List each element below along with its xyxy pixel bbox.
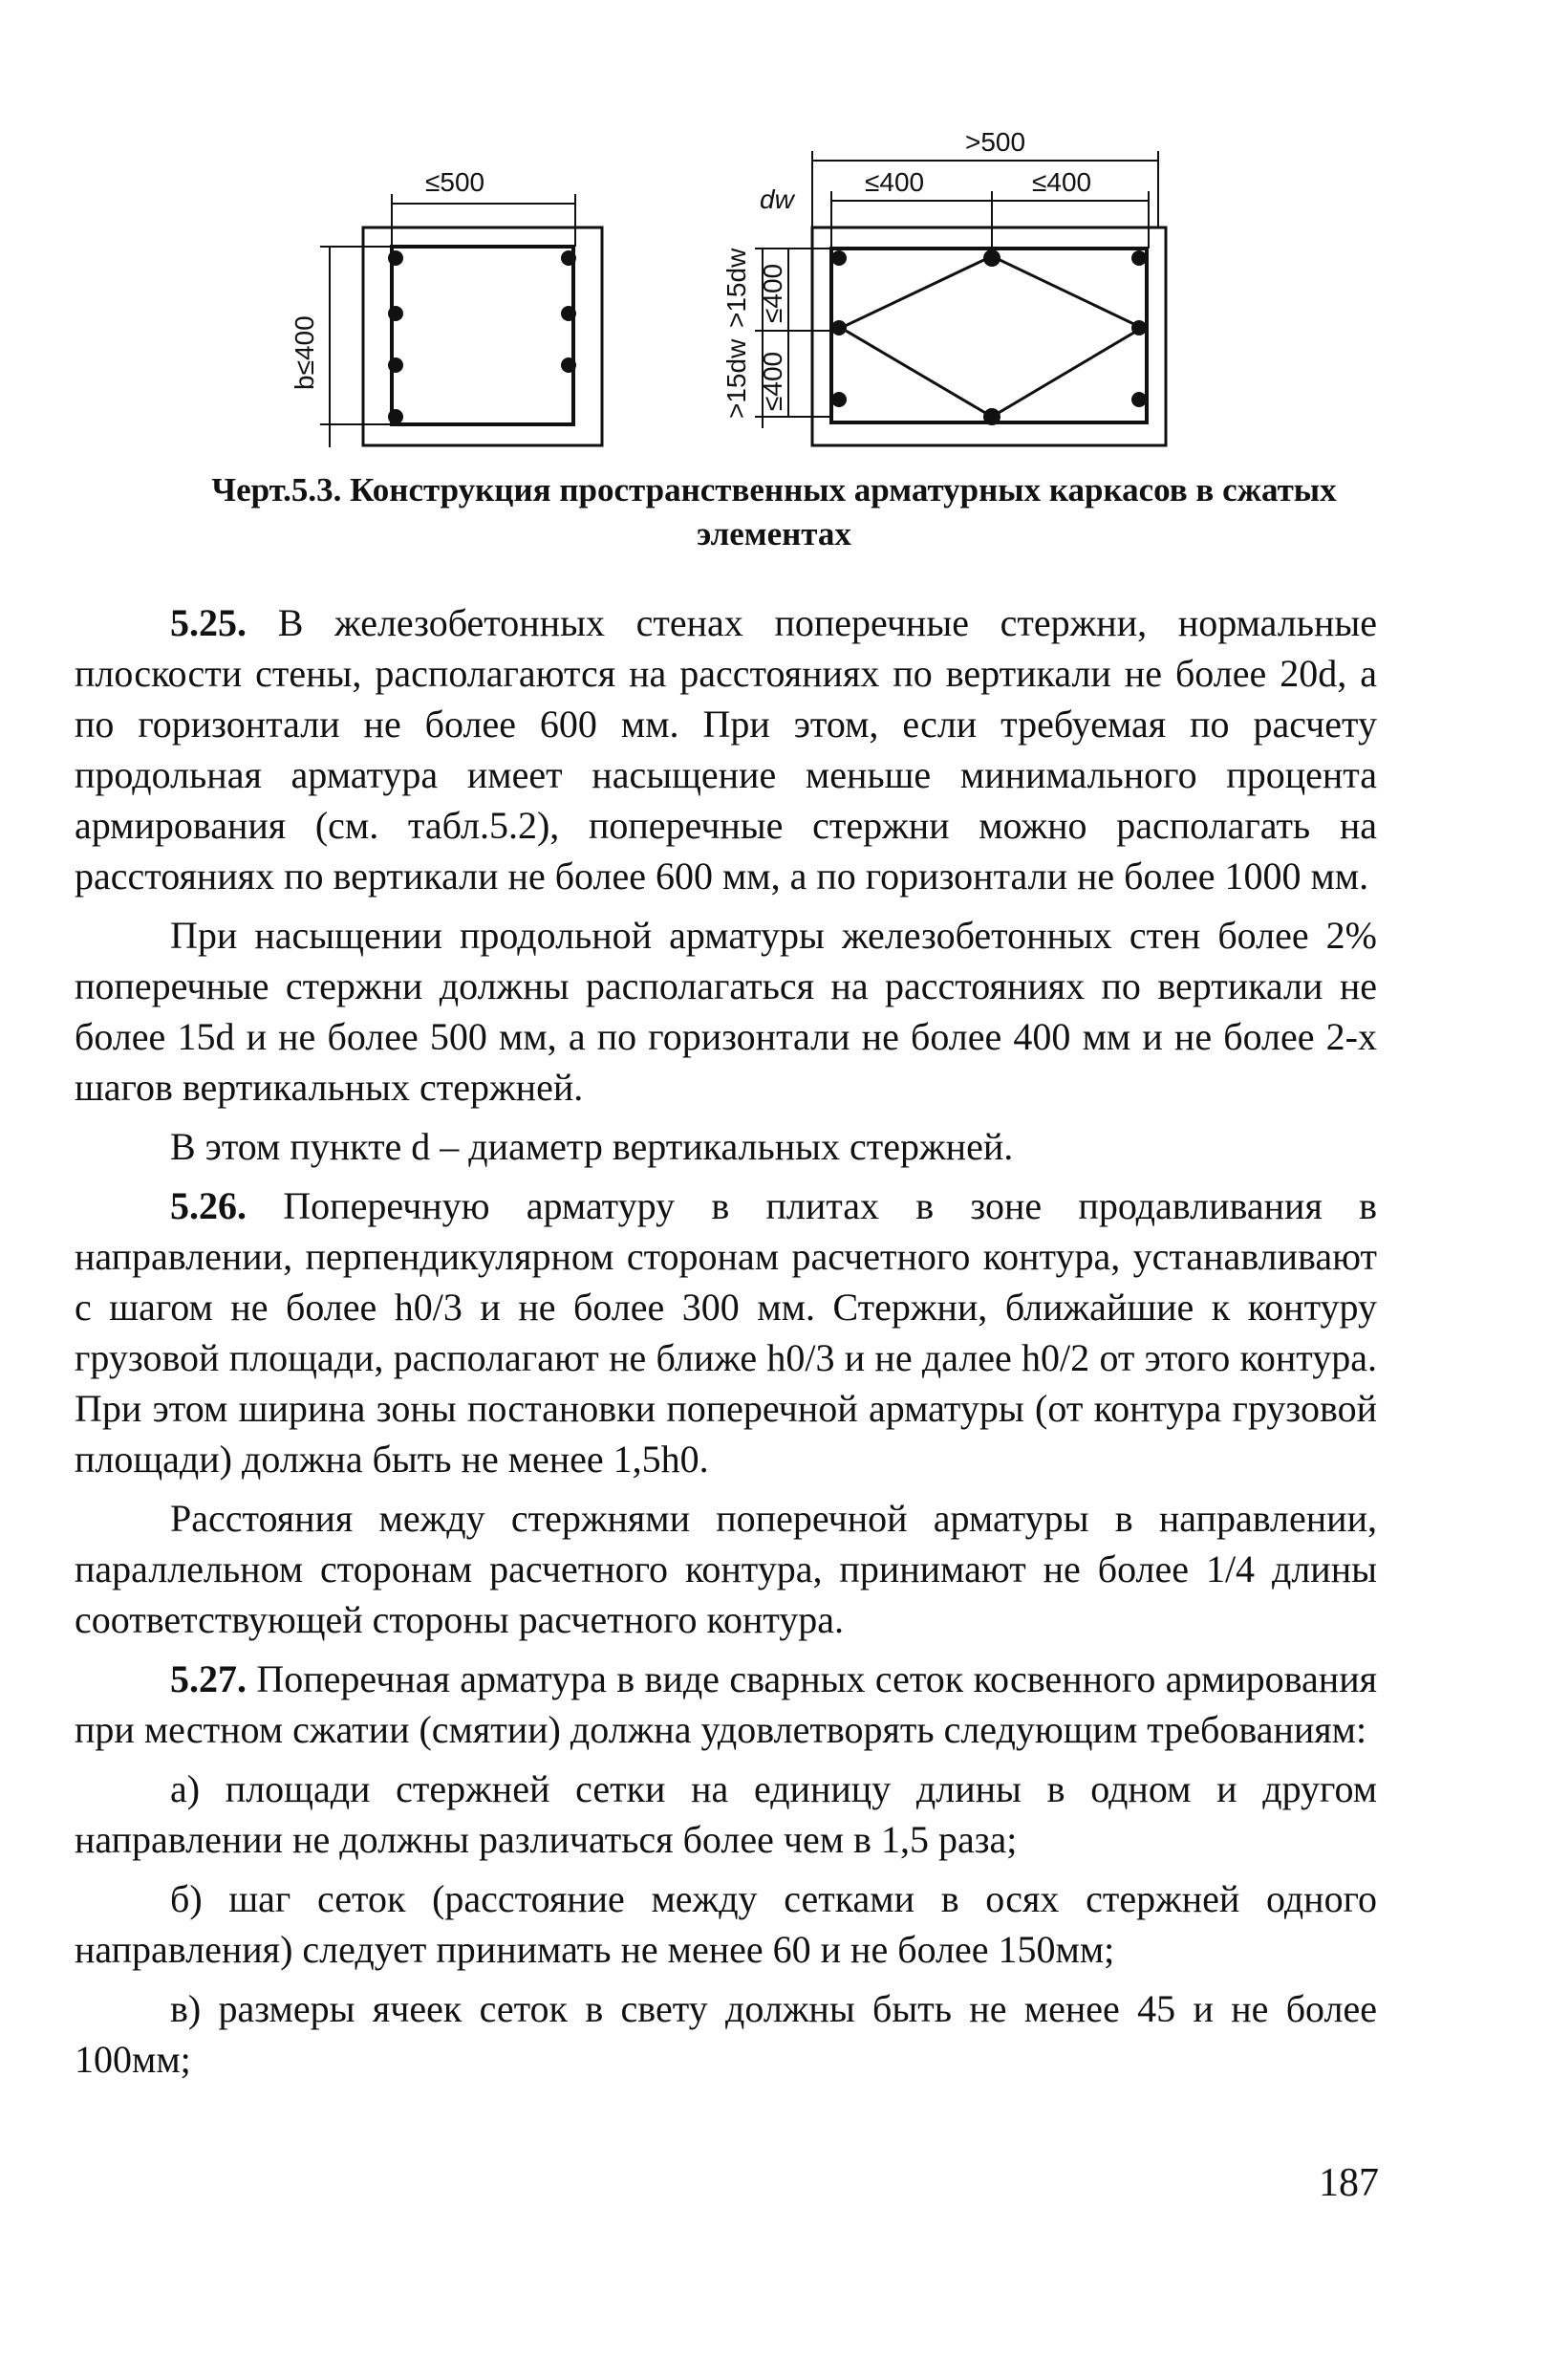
reinforcement-figure: [277, 113, 1194, 476]
list-item-b: б) шаг сеток (расстояние между сетками в осях стержней одного направления) следует принимать не менее 60 и не более 150мм;: [75, 1877, 1377, 1971]
paragraph-text: Поперечная арматура в виде сварных сеток косвенного армирования при местном сжатии (смятии) должна удовлетворять следующим требованиям:: [75, 1657, 1377, 1751]
dw-label: dw: [760, 184, 794, 214]
clause-number: 5.27.: [170, 1657, 247, 1700]
right-top-overall-dim: >500: [965, 127, 1026, 157]
left-bars: [388, 250, 576, 424]
paragraph-5-25: [75, 597, 1377, 901]
right-side-outer-dim: >15dw: [721, 248, 751, 328]
list-item-c: в) размеры ячеек сеток в свету должны быть не менее 45 и не более 100мм;: [75, 1987, 1377, 2081]
right-side-outer-dim-2: >15dw: [721, 338, 751, 419]
page-number: 187: [1319, 2161, 1379, 2205]
clause-number: 5.25.: [170, 601, 247, 644]
right-side-inner-dim-1: ≤400: [758, 263, 787, 323]
right-top-dim-b: ≤400: [1032, 167, 1092, 197]
left-top-dim: ≤500: [425, 167, 485, 197]
caption-line-1: Черт.5.3. Конструкция пространственных арматурных каркасов в сжатых: [211, 471, 1337, 508]
paragraph-5-26-b: Расстояния между стержнями поперечной арматуры в направлении, параллельном сторонам расчетного контура, принимают не более 1/4 длины соответствующей стороны расчетного контура.: [75, 1497, 1377, 1641]
right-side-inner-dim-2: ≤400: [758, 351, 787, 411]
caption-line-2: элементах: [697, 515, 851, 552]
left-section: [320, 194, 602, 447]
paragraph-5-26: [75, 1180, 1377, 1484]
right-top-dim-a: ≤400: [865, 167, 925, 197]
paragraph-5-25-b: При насыщении продольной арматуры железобетонных стен более 2% поперечные стержни должны располагаться на расстояниях по вертикали не более 15d и не более 500 мм, а по горизонтали не более 400 мм и не более 2-х шагов вертикальных стержней.: [75, 914, 1377, 1109]
figure-caption: [57, 468, 1491, 556]
right-section: [755, 151, 1166, 445]
list-item-a: а) площади стержней сетки на единицу длины в одном и другом направлении не должны различаться более чем в 1,5 раза;: [75, 1767, 1377, 1861]
clause-number: 5.26.: [170, 1184, 247, 1227]
paragraph-text: Поперечную арматуру в плитах в зоне продавливания в направлении, перпендикулярном сторонам расчетного контура, устанавливают с шагом не более h0/3 и не более 300 мм. Стержни, ближайшие к контуру грузовой площади, располагают не ближе h0/3 и не далее h0/2 от этого контура. При этом ширина зоны постановки поперечной арматуры (от контура грузовой площади) должна быть не менее 1,5h0.: [75, 1184, 1377, 1481]
body-text: [75, 597, 1377, 2093]
reinforcement-diagram: [277, 113, 1194, 476]
paragraph-text: В железобетонных стенах поперечные стержни, нормальные плоскости стены, располагаются на расстояниях по вертикали не более 20d, а по горизонтали не более 600 мм. При этом, если требуемая по расчету продольная арматура имеет насыщение меньше минимального процента армирования (см. табл.5.2), поперечные стержни можно располагать на расстояниях по вертикали не более 600 мм, а по горизонтали не более 1000 мм.: [75, 601, 1377, 898]
paragraph-5-27: [75, 1654, 1377, 1755]
left-side-dim: b≤400: [290, 315, 319, 390]
paragraph-5-25-c: В этом пункте d – диаметр вертикальных стержней.: [170, 1125, 1014, 1168]
